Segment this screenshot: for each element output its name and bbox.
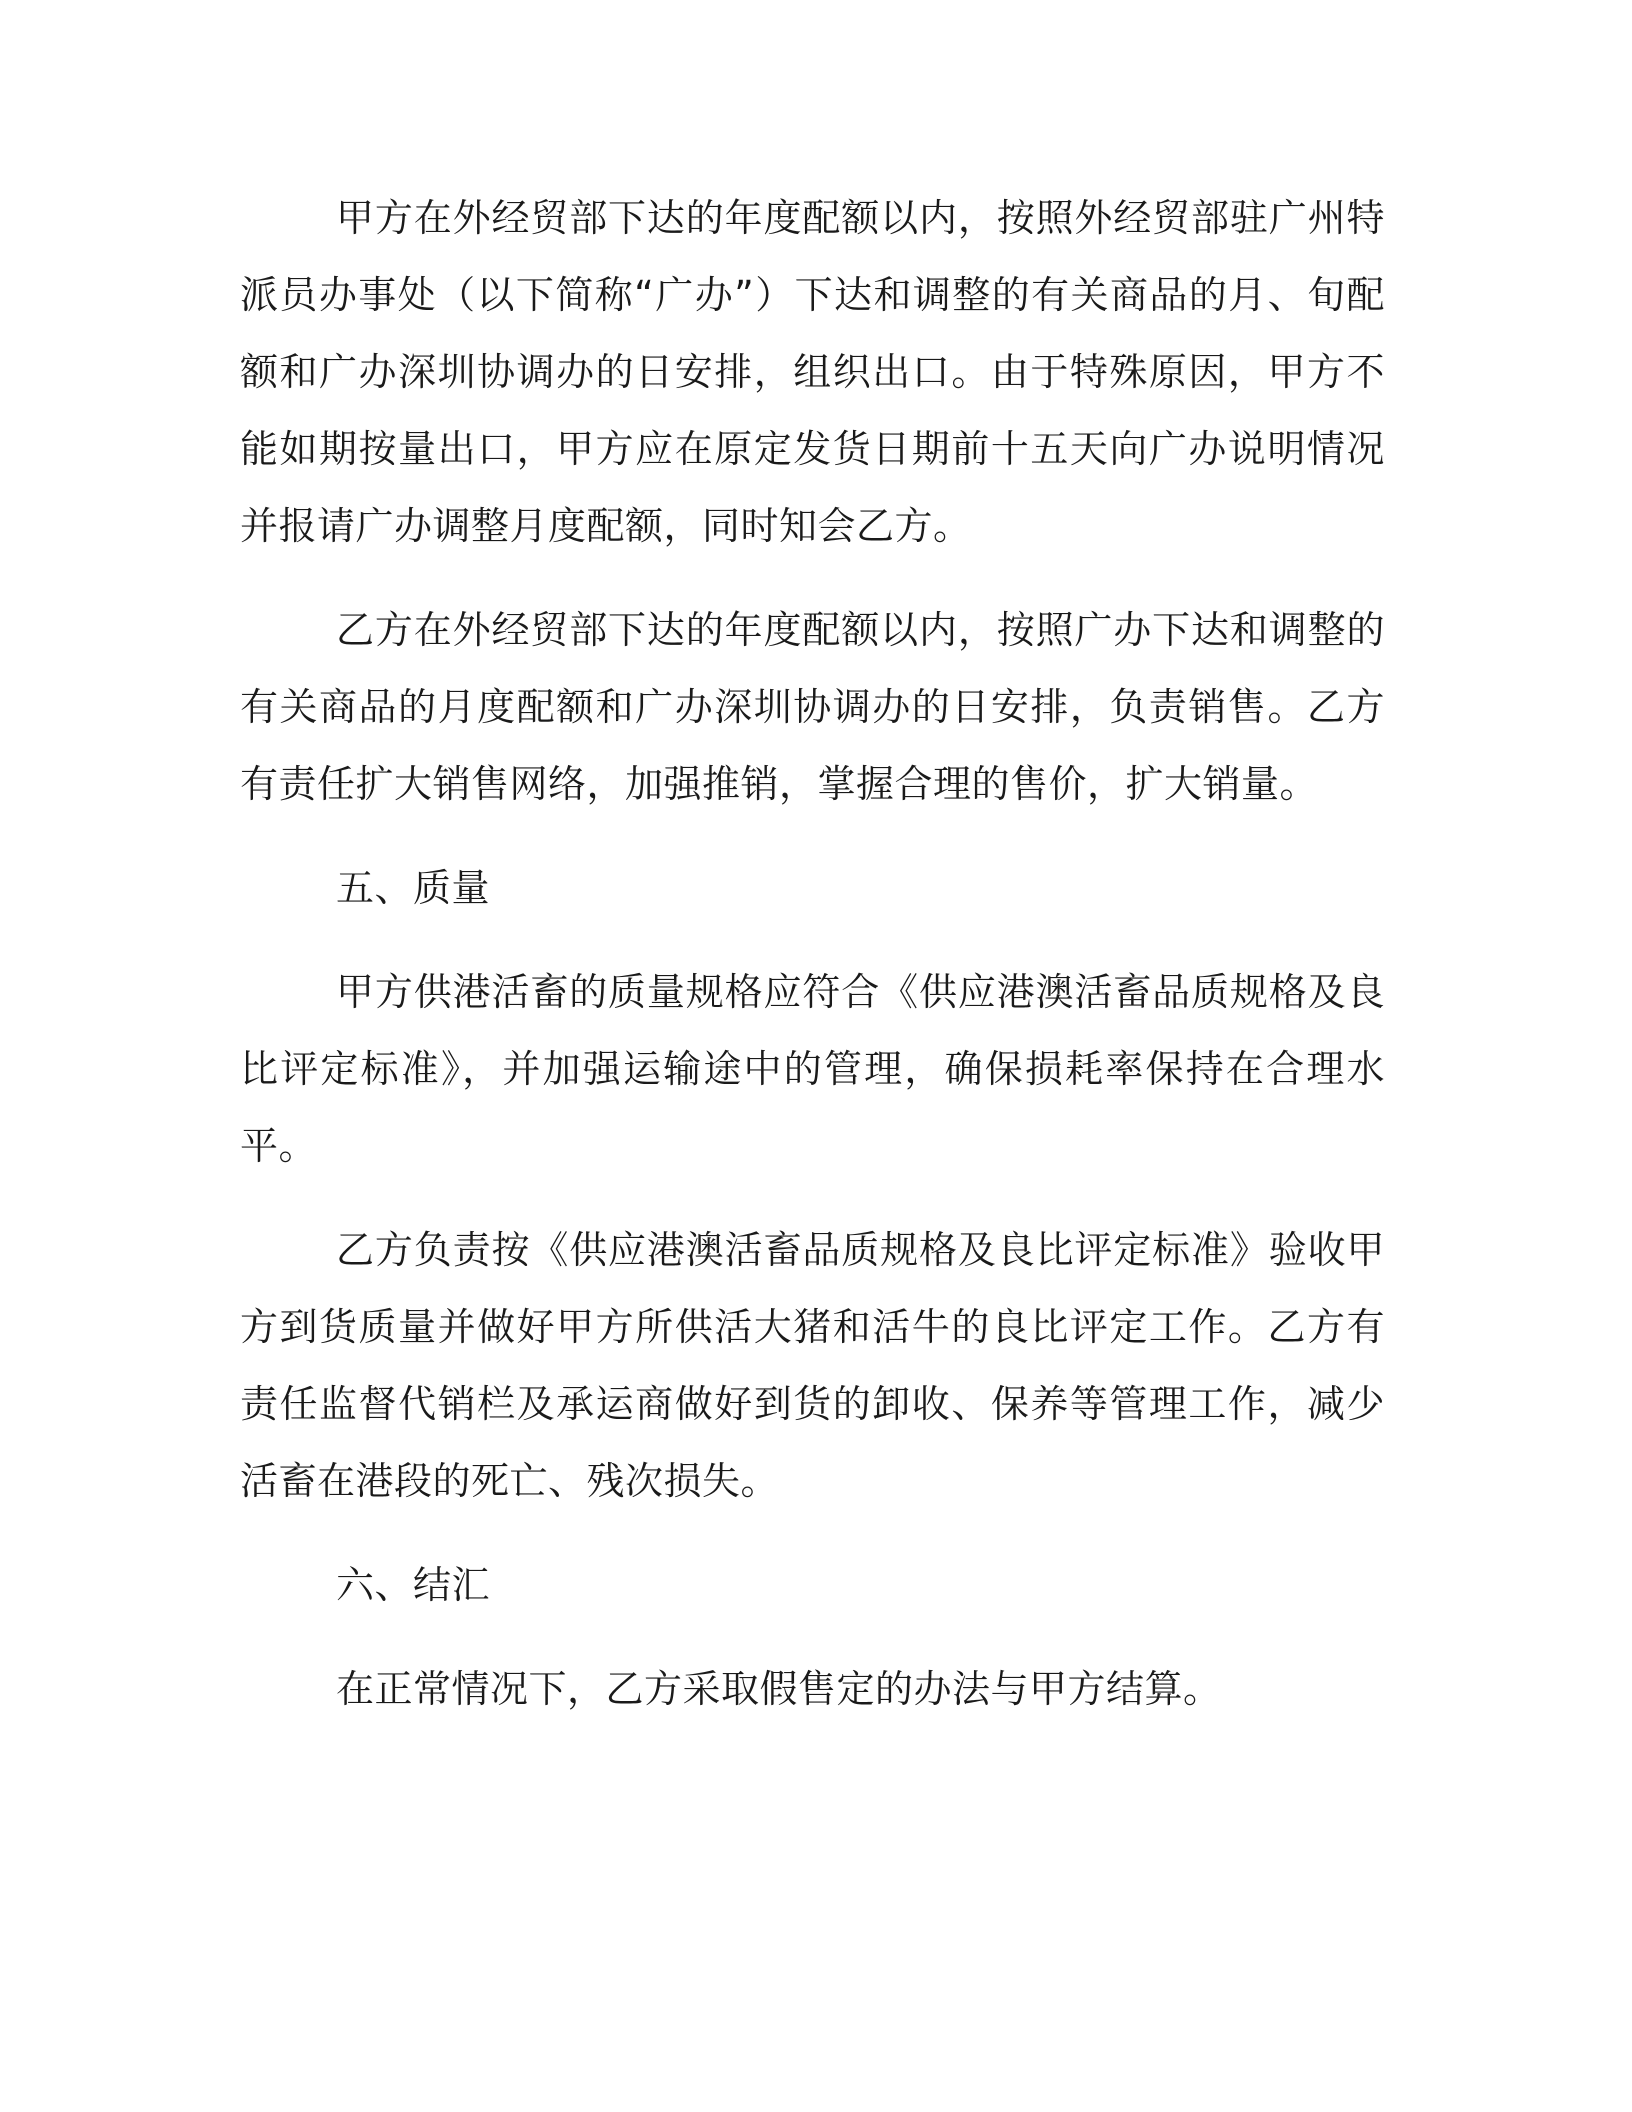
paragraph-settlement: 在正常情况下，乙方采取假售定的办法与甲方结算。: [336, 1667, 1222, 1711]
paragraph-quality-party-b: 乙方负责按《供应港澳活畜品质规格及良比评定标准》验收甲方到货质量并做好甲方所供活大猪和活牛的良比评定工作。乙方有责任监督代销栏及承运商做好到货的卸收、保养等管理工作，减少活畜在港段的死亡、残次损失。: [240, 1228, 1385, 1503]
section-heading-settlement: 六、结汇: [336, 1563, 491, 1607]
document-body: [240, 180, 1385, 1755]
section-heading-quality: 五、质量: [336, 866, 491, 910]
paragraph-quota-export: 甲方在外经贸部下达的年度配额以内，按照外经贸部驻广州特派员办事处（以下简称“广办”）下达和调整的有关商品的月、旬配额和广办深圳协调办的日安排，组织出口。由于特殊原因，甲方不能如期按量出口，甲方应在原定发货日期前十五天向广办说明情况并报请广办调整月度配额，同时知会乙方。: [240, 196, 1385, 548]
paragraph-quota-sales: 乙方在外经贸部下达的年度配额以内，按照广办下达和调整的有关商品的月度配额和广办深圳协调办的日安排，负责销售。乙方有责任扩大销售网络，加强推销，掌握合理的售价，扩大销量。: [240, 608, 1385, 806]
paragraph-quality-party-a: 甲方供港活畜的质量规格应符合《供应港澳活畜品质规格及良比评定标准》，并加强运输途中的管理，确保损耗率保持在合理水平。: [240, 970, 1385, 1168]
